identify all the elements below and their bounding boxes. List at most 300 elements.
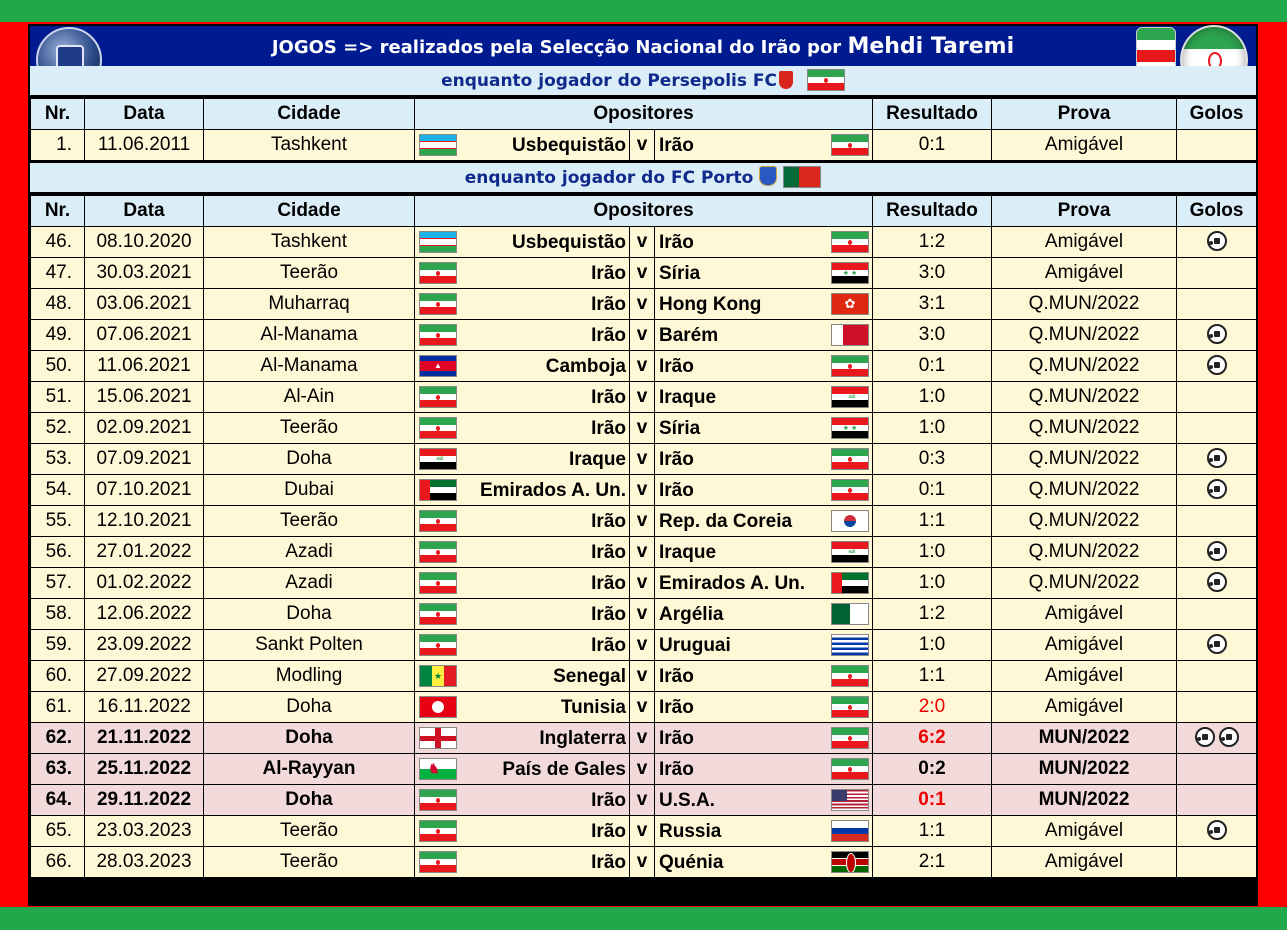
match-opponents [415,847,873,878]
match-row [31,444,1257,475]
match-date: 23.09.2022 [85,630,204,661]
match-nr: 47. [31,258,85,289]
away-team: Irão [659,356,694,377]
away-team: Russia [659,821,722,842]
england-flag-icon [419,727,457,749]
match-result: 6:2 [873,723,992,754]
match-nr: 60. [31,661,85,692]
away-team: Rep. da Coreia [659,511,793,532]
match-nr: 46. [31,227,85,258]
section-persepolis-label: enquanto jogador do Persepolis FC [441,71,777,91]
match-date: 27.01.2022 [85,537,204,568]
match-nr: 51. [31,382,85,413]
match-goals [1177,599,1257,630]
iraq-flag-icon: ﷲ [419,448,457,470]
match-date: 25.11.2022 [85,754,204,785]
match-city: Doha [204,692,415,723]
versus-label: v [629,320,655,350]
match-goals [1177,661,1257,692]
match-result: 0:1 [873,130,992,161]
match-opponents [415,320,873,351]
away-team: Irão [659,449,694,470]
home-team: País de Gales [502,759,626,780]
football-goal-icon [1207,541,1227,561]
match-result: 3:0 [873,258,992,289]
title-bar [30,26,1256,66]
match-row [31,130,1257,161]
match-opponents [415,692,873,723]
match-city: Al-Ain [204,382,415,413]
header-result: Resultado [873,99,992,130]
versus-label: v [629,816,655,846]
versus-label: v [629,258,655,288]
iran-flag-icon [831,355,869,377]
match-result: 1:0 [873,568,992,599]
section-porto-label: enquanto jogador do FC Porto [464,168,754,188]
match-goals [1177,258,1257,289]
match-goals [1177,847,1257,878]
home-team: Tunisia [560,697,626,718]
match-nr: 1. [31,130,85,161]
football-goal-icon [1195,727,1215,747]
match-date: 07.10.2021 [85,475,204,506]
away-team: Iraque [659,542,717,563]
home-team: Irão [591,573,626,594]
uzbekistan-flag-icon [419,231,457,253]
match-competition: Amigável [992,130,1177,161]
match-goals [1177,537,1257,568]
match-row [31,816,1257,847]
match-goals [1177,692,1257,723]
home-team: Iraque [568,449,626,470]
match-date: 15.06.2021 [85,382,204,413]
home-team: Irão [591,511,626,532]
header-opponents: Opositores [415,99,873,130]
versus-label: v [629,630,655,660]
match-result: 1:0 [873,537,992,568]
football-goal-icon [1207,231,1227,251]
match-result: 0:1 [873,785,992,816]
versus-label: v [629,506,655,536]
match-competition: Q.MUN/2022 [992,475,1177,506]
home-team: Camboja [545,356,626,377]
away-team: Quénia [659,852,724,873]
match-goals [1177,506,1257,537]
match-result: 1:0 [873,630,992,661]
away-team: Barém [659,325,719,346]
match-city: Teerão [204,847,415,878]
match-row [31,723,1257,754]
match-result: 2:1 [873,847,992,878]
header-nr: Nr. [31,99,85,130]
cambodia-flag-icon: ▲ [419,355,457,377]
match-date: 11.06.2011 [85,130,204,161]
away-team: Irão [659,697,694,718]
header-date: Data [85,196,204,227]
football-goal-icon [1207,572,1227,592]
away-team: Irão [659,728,694,749]
header-prova: Prova [992,99,1177,130]
uzbekistan-flag-icon [419,134,457,156]
header-nr: Nr. [31,196,85,227]
match-date: 21.11.2022 [85,723,204,754]
title-prefix: JOGOS => realizados pela Selecção Nacional do Irão por [271,37,842,58]
match-city: Tashkent [204,130,415,161]
home-team: Irão [591,852,626,873]
away-team: Irão [659,759,694,780]
versus-label: v [629,692,655,722]
korea-flag-icon [831,510,869,532]
home-team: Irão [591,790,626,811]
porto-header-row [31,196,1257,227]
match-city: Azadi [204,568,415,599]
iran-flag-icon [419,789,457,811]
iraq-flag-icon: ﷲ [831,541,869,563]
match-date: 03.06.2021 [85,289,204,320]
match-city: Doha [204,599,415,630]
match-goals [1177,227,1257,258]
match-nr: 52. [31,413,85,444]
match-row [31,475,1257,506]
match-opponents [415,661,873,692]
match-nr: 59. [31,630,85,661]
match-competition: Q.MUN/2022 [992,382,1177,413]
match-result: 3:0 [873,320,992,351]
match-competition: Q.MUN/2022 [992,506,1177,537]
iran-flag-icon [831,448,869,470]
match-row [31,630,1257,661]
match-goals [1177,785,1257,816]
home-team: Usbequistão [511,135,626,156]
versus-label: v [629,351,655,381]
match-competition: Amigável [992,692,1177,723]
home-team: Irão [591,604,626,625]
match-city: Teerão [204,413,415,444]
versus-label: v [629,661,655,691]
match-date: 29.11.2022 [85,785,204,816]
match-result: 0:3 [873,444,992,475]
portugal-flag-icon [783,166,821,188]
page-title [30,34,1256,59]
football-goal-icon [1219,727,1239,747]
match-competition: Q.MUN/2022 [992,289,1177,320]
usa-flag-icon [831,789,869,811]
match-result: 1:0 [873,413,992,444]
match-competition: Amigável [992,661,1177,692]
match-competition: Amigável [992,258,1177,289]
match-goals [1177,475,1257,506]
match-city: Sankt Polten [204,630,415,661]
match-date: 27.09.2022 [85,661,204,692]
match-result: 1:2 [873,599,992,630]
header-city: Cidade [204,196,415,227]
persepolis-table [30,98,1257,161]
match-goals [1177,754,1257,785]
away-team: Argélia [659,604,724,625]
senegal-flag-icon: ★ [419,665,457,687]
away-team: Uruguai [659,635,731,656]
football-goal-icon [1207,324,1227,344]
iran-flag-icon [419,293,457,315]
match-result: 0:1 [873,475,992,506]
match-date: 12.06.2022 [85,599,204,630]
match-row [31,537,1257,568]
match-competition: Amigável [992,816,1177,847]
iran-flag-icon [831,758,869,780]
iran-flag-icon [419,851,457,873]
match-city: Al-Manama [204,320,415,351]
match-competition: MUN/2022 [992,723,1177,754]
versus-label: v [629,130,655,160]
header-opponents: Opositores [415,196,873,227]
wales-flag-icon: ♞ [419,758,457,780]
match-competition: Amigável [992,599,1177,630]
versus-label: v [629,599,655,629]
iran-flag-icon [419,820,457,842]
football-goal-icon [1207,820,1227,840]
away-team: Emirados A. Un. [659,573,806,594]
away-team: Irão [659,666,694,687]
home-team: Irão [591,418,626,439]
football-goal-icon [1207,448,1227,468]
iran-flag-icon [419,603,457,625]
match-goals [1177,130,1257,161]
uruguay-flag-icon [831,634,869,656]
versus-label: v [629,785,655,815]
match-goals [1177,816,1257,847]
home-team: Emirados A. Un. [479,480,626,501]
match-opponents [415,599,873,630]
iran-flag-icon [807,69,845,91]
versus-label: v [629,847,655,877]
iran-flag-icon [419,510,457,532]
match-opponents [415,506,873,537]
russia-flag-icon [831,820,869,842]
match-result: 1:1 [873,816,992,847]
match-nr: 65. [31,816,85,847]
home-team: Usbequistão [511,232,626,253]
home-team: Irão [591,542,626,563]
match-opponents [415,754,873,785]
match-opponents [415,413,873,444]
match-row [31,661,1257,692]
match-opponents [415,382,873,413]
home-team: Irão [591,263,626,284]
header-result: Resultado [873,196,992,227]
bahrain-flag-icon [831,324,869,346]
match-row [31,413,1257,444]
match-row [31,320,1257,351]
match-competition: Q.MUN/2022 [992,320,1177,351]
versus-label: v [629,444,655,474]
match-city: Tashkent [204,227,415,258]
match-opponents [415,568,873,599]
persepolis-header-row [31,99,1257,130]
syria-flag-icon: ★ ★ [831,417,869,439]
match-city: Modling [204,661,415,692]
match-opponents [415,289,873,320]
match-competition: MUN/2022 [992,754,1177,785]
algeria-flag-icon [831,603,869,625]
match-date: 01.02.2022 [85,568,204,599]
match-competition: Q.MUN/2022 [992,351,1177,382]
match-row [31,785,1257,816]
match-row [31,382,1257,413]
match-nr: 56. [31,537,85,568]
match-goals [1177,289,1257,320]
match-nr: 54. [31,475,85,506]
home-team: Irão [591,294,626,315]
away-team: Iraque [659,387,717,408]
match-city: Dubai [204,475,415,506]
football-goal-icon [1207,634,1227,654]
match-nr: 61. [31,692,85,723]
match-competition: Q.MUN/2022 [992,444,1177,475]
match-competition: Amigável [992,227,1177,258]
match-date: 07.09.2021 [85,444,204,475]
header-golos: Golos [1177,99,1257,130]
match-city: Doha [204,785,415,816]
home-team: Irão [591,387,626,408]
header-city: Cidade [204,99,415,130]
match-city: Muharraq [204,289,415,320]
iran-flag-icon [419,262,457,284]
versus-label: v [629,227,655,257]
uae-flag-icon [419,479,457,501]
home-team: Senegal [553,666,626,687]
match-date: 02.09.2021 [85,413,204,444]
match-opponents [415,227,873,258]
home-team: Inglaterra [539,728,626,749]
iran-flag-icon [419,324,457,346]
away-team: Hong Kong [659,294,762,315]
match-row [31,754,1257,785]
match-result: 2:0 [873,692,992,723]
match-competition: Amigável [992,847,1177,878]
match-opponents [415,816,873,847]
match-nr: 49. [31,320,85,351]
match-competition: MUN/2022 [992,785,1177,816]
match-row [31,692,1257,723]
match-city: Doha [204,723,415,754]
match-city: Teerão [204,816,415,847]
match-date: 07.06.2021 [85,320,204,351]
match-nr: 50. [31,351,85,382]
iran-flag-icon [831,665,869,687]
match-nr: 57. [31,568,85,599]
header-golos: Golos [1177,196,1257,227]
match-opponents [415,351,873,382]
versus-label: v [629,568,655,598]
iraq-flag-icon: ﷲ [831,386,869,408]
match-city: Teerão [204,258,415,289]
match-competition: Q.MUN/2022 [992,537,1177,568]
versus-label: v [629,537,655,567]
match-goals [1177,723,1257,754]
match-row [31,847,1257,878]
header-date: Data [85,99,204,130]
match-row [31,599,1257,630]
match-competition: Q.MUN/2022 [992,413,1177,444]
versus-label: v [629,475,655,505]
versus-label: v [629,754,655,784]
match-nr: 64. [31,785,85,816]
kenya-flag-icon [831,851,869,873]
match-nr: 55. [31,506,85,537]
iran-flag-icon [419,417,457,439]
match-opponents [415,475,873,506]
match-result: 1:1 [873,661,992,692]
home-team: Irão [591,635,626,656]
match-result: 3:1 [873,289,992,320]
match-opponents [415,444,873,475]
tunisia-flag-icon [419,696,457,718]
match-nr: 48. [31,289,85,320]
iran-flag-icon [419,541,457,563]
syria-flag-icon: ★ ★ [831,262,869,284]
versus-label: v [629,382,655,412]
match-row [31,506,1257,537]
match-date: 16.11.2022 [85,692,204,723]
match-result: 1:0 [873,382,992,413]
match-opponents [415,723,873,754]
match-city: Al-Rayyan [204,754,415,785]
match-nr: 66. [31,847,85,878]
football-goal-icon [1207,355,1227,375]
match-goals [1177,568,1257,599]
match-result: 0:1 [873,351,992,382]
iran-flag-icon [831,696,869,718]
match-row [31,258,1257,289]
match-goals [1177,320,1257,351]
match-goals [1177,444,1257,475]
match-opponents [415,537,873,568]
header-prova: Prova [992,196,1177,227]
home-team: Irão [591,325,626,346]
home-team: Irão [591,821,626,842]
away-team: Síria [659,263,701,284]
match-city: Al-Manama [204,351,415,382]
match-nr: 62. [31,723,85,754]
match-row [31,351,1257,382]
match-date: 30.03.2021 [85,258,204,289]
match-date: 23.03.2023 [85,816,204,847]
match-nr: 58. [31,599,85,630]
versus-label: v [629,413,655,443]
match-city: Teerão [204,506,415,537]
match-city: Doha [204,444,415,475]
match-city: Azadi [204,537,415,568]
away-team: Irão [659,232,694,253]
iran-flag-icon [419,634,457,656]
hongkong-flag-icon: ✿ [831,293,869,315]
match-opponents [415,258,873,289]
away-team: U.S.A. [659,790,715,811]
match-result: 1:2 [873,227,992,258]
porto-table [30,195,1257,878]
match-date: 28.03.2023 [85,847,204,878]
iran-flag-icon [419,572,457,594]
match-goals [1177,630,1257,661]
iran-flag-icon [831,727,869,749]
iran-flag-icon [831,231,869,253]
match-result: 0:2 [873,754,992,785]
match-date: 12.10.2021 [85,506,204,537]
away-team: Irão [659,135,694,156]
match-opponents [415,130,873,161]
iran-flag-icon [831,134,869,156]
section-persepolis [30,66,1256,95]
